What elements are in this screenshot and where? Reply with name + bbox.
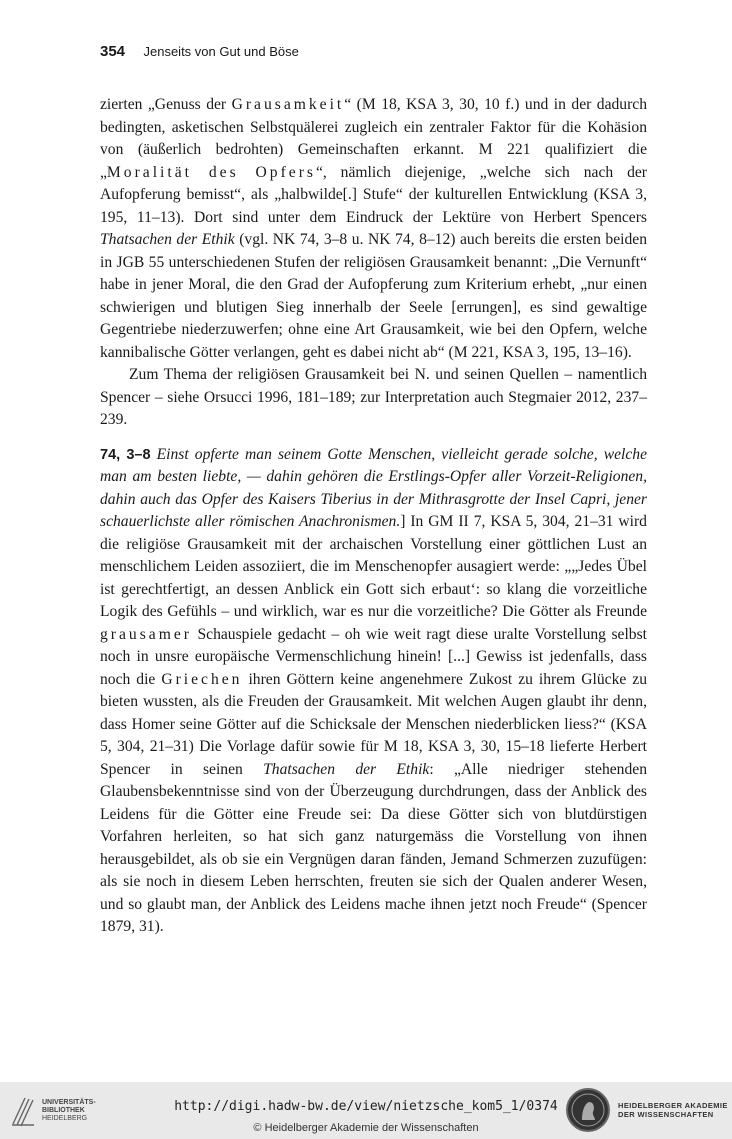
page-header [100, 43, 660, 63]
ub-line-1: UNIVERSITÄTS- [42, 1099, 96, 1106]
paragraph-2: Zum Thema der religiösen Grausamkeit bei N. und seinen Quellen – namentlich Spencer – siehe Orsucci 1996, 181–189; zur Interpretation auch Stegmaier 2012, 237–239. [100, 366, 647, 428]
academy-line-2: DER WISSENSCHAFTEN [618, 1110, 714, 1119]
academy-seal-icon [566, 1088, 610, 1132]
academy-seal-portrait-icon [568, 1090, 608, 1130]
body-text [100, 94, 647, 939]
ub-line-3: HEIDELBERG [42, 1115, 88, 1122]
lemma-reference: 74, 3–8 [100, 446, 151, 463]
running-title: Jenseits von Gut und Böse [143, 44, 299, 59]
commentary-entry [100, 444, 647, 939]
p1-text-e: “, nämlich diejenige, „welche sich nach der Aufopferung bemisst“, als „halbwilde[.] Stufe“ der kulturellen Entwicklung (KSA 3, 195, 11–13). Dort sind unter dem Eindruck der Lektüre von Herbert Spencers [100, 163, 647, 226]
academy-name [618, 1101, 728, 1119]
p1-spaced-moralitaet: Moralität des Opfers [106, 163, 316, 181]
p1-text-a: zierten „Genuss der [100, 96, 232, 113]
academy-line-1: HEIDELBERGER AKADEMIE [618, 1101, 728, 1110]
copyright-notice: © Heidelberger Akademie der Wissenschaften [253, 1122, 479, 1134]
p3-book-title: Thatsachen der Ethik [263, 760, 430, 778]
p1-text-c: “ (M 18, KSA 3, 30, 10 f.) und in der dadurch bedingten, asketischen Selbstquälerei zugleich ein zentraler Faktor für die Kohäsion von (äußerlich bedrohten) Gemeinschaften erkannt. M 221 qualifiziert die „ [100, 96, 647, 181]
ub-line-2: BIBLIOTHEK [42, 1107, 85, 1114]
p3-spaced-griechen: Griechen [161, 670, 243, 688]
p1-book-title: Thatsachen der Ethik [100, 231, 235, 248]
p1-spaced-grausamkeit: Grausamkeit [231, 96, 345, 113]
permalink-url[interactable]: http://digi.hadw-bw.de/view/nietzsche_kom5_1/0374 [174, 1099, 558, 1114]
page-number: 354 [100, 43, 126, 60]
lemma-text: Einst opferte man seinem Gotte Menschen, vielleicht gerade solche, welche man am besten liebte, — dahin gehören die Erstlings-Opfer aller Vorzeit-Religionen, dahin auch das Opfer des Kaisers Tiberius in der Mithrasgrotte der Insel Capri, jener schauerlichste aller römischen Anachronismen. [100, 445, 647, 530]
p3-text-g: : „Alle niedriger stehenden Glaubensbekenntnisse sind von der Überzeugung durchdrungen, dass der Anblick des Leidens für die Götter eine Freude sei: Da diese Götter sich von blutdürstigen Vorfahren herleiten, so hat sich ganz naturgemäss die Vorstellung von ihnen herausgebildet, als ob sie ein Vergnügen daran fänden, Jemand Schmerzen zuzufügen: als sie noch in diesem Leben herrschten, freuten sie sich der Qualen anderer Wesen, und so glaubt man, der Anblick des Leidens mache ihnen jetzt noch Freude“ (Spencer 1879, 31). [100, 760, 647, 935]
p3-text-a: ] In GM II 7, KSA 5, 304, 21–31 wird die religiöse Grausamkeit mit der archaischen Vorstellung einer göttlichen Lust an menschlichem Leiden assoziiert, die im Menschenopfer ausagiert werde: „„Jedes Übel ist gerechtfertigt, an dessen Anblick ein Gott sich erbaut‘: so klang die vorzeitliche Logik des Gefühls – und wirklich, war es nur die vorzeitliche? Die Götter als Freunde [100, 513, 647, 620]
p3-text-c: Schauspiele gedacht – oh wie weit ragt diese uralte Vorstellung selbst noch in unsre europäische Vermenschlichung hinein! [...] Gewiss ist jedenfalls, dass noch die [100, 625, 647, 688]
p1-text-g: (vgl. NK 74, 3–8 u. NK 74, 8–12) auch bereits die ersten beiden in JGB 55 unterschiedenen Stufen der religiösen Grausamkeit benannt: „Die Vernunft“ habe in jener Moral, die den Grad der Aufopferung zum Kriterium erhebt, „nur einen schwierigen und blutigen Sieg innerhalb der Seele [errungen], es sind gewaltige Gegentriebe niederzuwerfen; ohne eine Art Grausamkeit, wie bei den Opfern, welche kannibalische Götter verlangen, geht es dabei nicht ab“ (M 221, KSA 3, 195, 13–16). [100, 231, 647, 361]
paragraph-1 [100, 94, 647, 364]
p3-text-e: ihren Göttern keine angenehmere Zukost zu ihrem Glücke zu bieten wussten, als die Freuden der Grausamkeit. Mit welchen Augen glaubt ihr denn, dass Homer seine Götter auf die Schicksale der Menschen niederblicken liess?“ (KSA 5, 304, 21–31) Die Vorlage dafür sowie für M 18, KSA 3, 30, 15–18 lieferte Herbert Spencer in seinen [100, 670, 647, 778]
p3-spaced-grausamer: grausamer [100, 625, 192, 643]
viewer-footer [0, 1082, 732, 1139]
